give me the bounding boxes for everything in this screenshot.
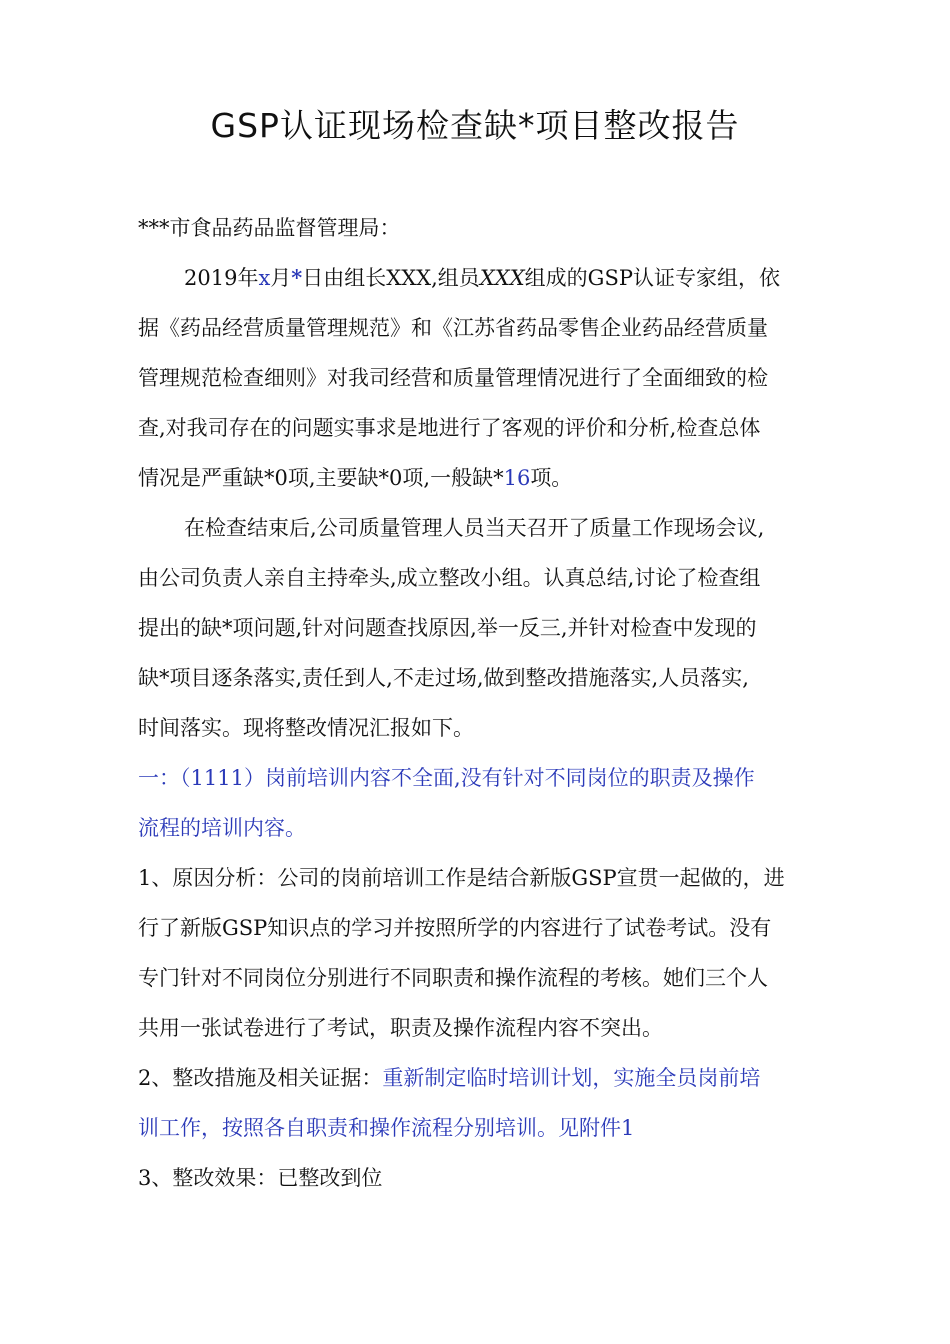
text-run: 日由组长XXX,组员	[302, 266, 480, 290]
analysis-line4: 共用一张试卷进行了考试，职责及操作流程内容不突出。	[138, 1016, 663, 1040]
para2-line1: 在检查结束后,公司质量管理人员当天召开了质量工作现场会议,	[184, 516, 765, 540]
para1-line2: 据《药品经营质量管理规范》和《江苏省药品零售企业药品经营质量	[138, 316, 768, 340]
analysis-line3: 专门针对不同岗位分别进行不同职责和操作流程的考核。她们三个人	[138, 966, 768, 990]
item1-prefix: 一：	[138, 766, 180, 790]
para1-line1	[184, 264, 780, 292]
salutation: ***市食品药品监督管理局：	[138, 216, 401, 240]
text-run-day: *	[291, 265, 303, 290]
text-run-member: XXX	[479, 266, 525, 290]
measures-text: 重新制定临时培训计划，实施全员岗前培	[382, 1066, 761, 1090]
measures-line2: 训工作，按照各自职责和操作流程分别培训。见附件1	[138, 1116, 635, 1140]
measures-label: 2、整改措施及相关证据：	[138, 1066, 383, 1090]
item1-line2: 流程的培训内容。	[138, 816, 306, 840]
analysis-line1: 1、原因分析：公司的岗前培训工作是结合新版GSP宣贯一起做的，进	[138, 866, 785, 890]
text-run: 情况是严重缺*0项,主要缺*0项,一般缺*	[138, 466, 504, 490]
para2-line5: 时间落实。现将整改情况汇报如下。	[138, 716, 474, 740]
text-run: 2019年	[184, 266, 259, 290]
para2-line2: 由公司负责人亲自主持牵头,成立整改小组。认真总结,讨论了检查组	[138, 566, 761, 590]
item1-line1	[138, 764, 755, 792]
item1-text: （1111）岗前培训内容不全面,没有针对不同岗位的职责及操作	[180, 766, 755, 790]
effect-line: 3、整改效果：已整改到位	[138, 1166, 383, 1190]
para1-line3: 管理规范检查细则》对我司经营和质量管理情况进行了全面细致的检	[138, 366, 768, 390]
para2-line3: 提出的缺*项问题,针对问题查找原因,举一反三,并针对检查中发现的	[138, 616, 757, 640]
text-run-count: 16	[503, 466, 531, 490]
text-run-month: x	[258, 266, 271, 290]
text-run: 项。	[530, 466, 573, 490]
text-run: 组成的GSP认证专家组，依	[524, 266, 780, 290]
para1-line4: 查,对我司存在的问题实事求是地进行了客观的评价和分析,检查总体	[138, 416, 761, 440]
text-run: 月	[270, 266, 292, 290]
analysis-line2: 行了新版GSP知识点的学习并按照所学的内容进行了试卷考试。没有	[138, 916, 772, 940]
para2-line4: 缺*项目逐条落实,责任到人,不走过场,做到整改措施落实,人员落实,	[138, 666, 749, 690]
para1-line5	[138, 464, 572, 492]
document-title: GSP认证现场检查缺*项目整改报告	[210, 106, 740, 145]
measures-line1	[138, 1064, 760, 1092]
